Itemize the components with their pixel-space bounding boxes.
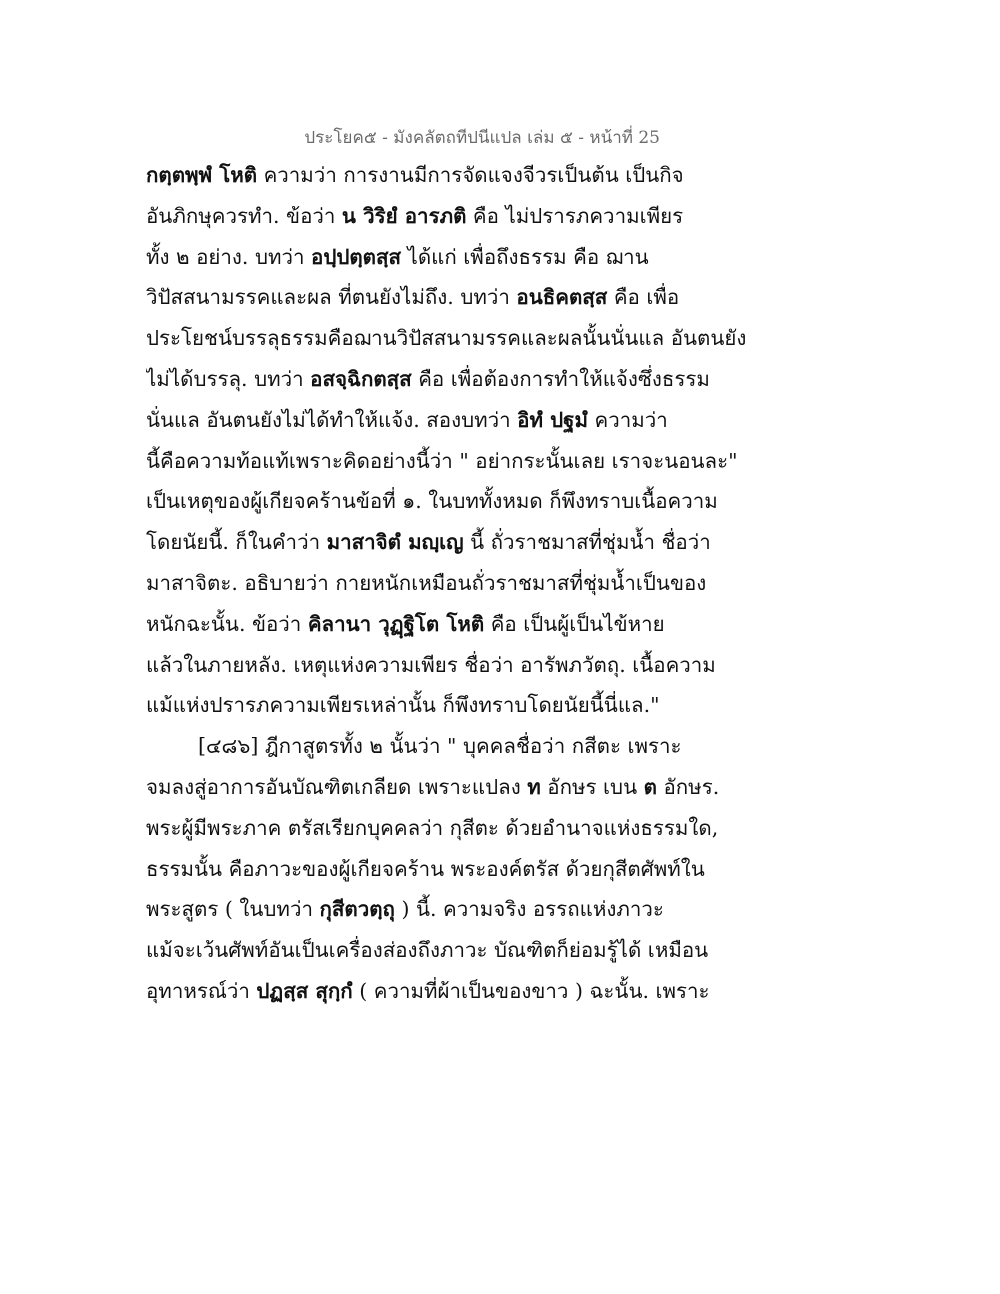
text-segment: มาสาจิตะ. อธิบายว่า กายหนักเหมือนถั่วราชมาสที่ชุ่มน้ำเป็นของ: [146, 570, 707, 595]
text-segment: คือ ไม่ปรารภความเพียร: [466, 203, 684, 228]
text-segment: ) นี้. ความจริง อรรถแห่งภาวะ: [394, 897, 664, 922]
pali-term: ท: [527, 774, 541, 799]
text-segment: วิปัสสนามรรคและผล ที่ตนยังไม่ถึง. บทว่า: [146, 285, 517, 310]
text-line: [146, 481, 866, 522]
pali-term: อสจฺฉิกตสฺส: [310, 366, 412, 391]
text-line: [146, 849, 866, 890]
text-line: [146, 400, 866, 441]
text-line: [146, 889, 866, 930]
text-segment: ธรรมนั้น คือภาวะของผู้เกียจคร้าน พระองค์ตรัส ด้วยกุสีตศัพท์ใน: [146, 856, 705, 881]
text-segment: จมลงสู่อาการอันบัณฑิตเกลียด เพราะแปลง: [146, 774, 528, 799]
text-segment: [๔๘๖] ฎีกาสูตรทั้ง ๒ นั้นว่า " บุคคลชื่อว่า กสีตะ เพราะ: [198, 734, 682, 759]
text-line: [146, 522, 866, 563]
text-segment: เป็นเหตุของผู้เกียจคร้านข้อที่ ๑. ในบททั้งหมด ก็พึงทราบเนื้อความ: [146, 489, 718, 514]
text-segment: คือ เพื่อต้องการทำให้แจ้งซึ่งธรรม: [411, 366, 710, 391]
text-segment: อักษร.: [656, 774, 720, 799]
text-line: [146, 196, 866, 237]
text-segment: แล้วในภายหลัง. เหตุแห่งความเพียร ชื่อว่า อารัพภวัตถุ. เนื้อความ: [146, 652, 716, 677]
text-segment: ( ความที่ผ้าเป็นของขาว ) ฉะนั้น. เพราะ: [352, 978, 710, 1003]
text-segment: โดยนัยนี้. ก็ในคำว่า: [146, 530, 327, 555]
text-segment: ความว่า การงานมีการจัดแจงจีวรเป็นต้น เป็นกิจ: [257, 163, 684, 187]
text-line: [146, 359, 866, 400]
text-segment: ได้แก่ เพื่อถึงธรรม คือ ฌาน: [401, 244, 649, 269]
body-text: [146, 155, 866, 1012]
pali-term: ปฏสฺส สุกฺกํ: [256, 978, 353, 1003]
text-line: [146, 277, 866, 318]
text-line: [146, 318, 866, 359]
text-segment: หนักฉะนั้น. ข้อว่า: [146, 611, 308, 636]
pali-term: น วิริยํ อารภติ: [341, 203, 467, 228]
text-segment: แม้จะเว้นศัพท์อันเป็นเครื่องส่องถึงภาวะ บัณฑิตก็ย่อมรู้ได้ เหมือน: [146, 938, 709, 963]
pali-term: มาสาจิตํ มญฺเญ: [326, 530, 464, 555]
text-line: [146, 237, 866, 278]
text-line: [146, 563, 866, 604]
text-segment: นี้ ถั่วราชมาสที่ชุ่มน้ำ ชื่อว่า: [463, 530, 711, 555]
pali-term: อปฺปตฺตสฺส: [311, 244, 402, 269]
text-line: [146, 971, 866, 1012]
text-segment: ทั้ง ๒ อย่าง. บทว่า: [146, 244, 312, 269]
text-line: [146, 930, 866, 971]
text-segment: พระผู้มีพระภาค ตรัสเรียกบุคคลว่า กุสีตะ ด้วยอำนาจแห่งธรรมใด,: [146, 815, 719, 840]
text-line: [146, 155, 866, 196]
pali-term: คิลานา วุฏฺฐิโต โหติ: [307, 611, 485, 636]
text-segment: ความว่า: [587, 407, 668, 432]
text-segment: คือ เพื่อ: [607, 285, 680, 310]
running-header: ประโยค๕ - มังคลัตถทีปนีแปล เล่ม ๕ - หน้าที่ 25: [304, 128, 660, 148]
text-segment: ไม่ได้บรรลุ. บทว่า: [146, 366, 311, 391]
text-segment: อุทาหรณ์ว่า: [146, 978, 257, 1003]
text-segment: นี้คือความท้อแท้เพราะคิดอย่างนี้ว่า " อย่ากระนั้นเลย เราจะนอนละ": [146, 448, 738, 473]
text-segment: พระสูตร ( ในบทว่า: [146, 897, 320, 922]
text-line: [146, 604, 866, 645]
text-segment: แม้แห่งปรารภความเพียรเหล่านั้น ก็พึงทราบโดยนัยนี้นี่แล.": [146, 693, 660, 718]
text-line: [146, 726, 866, 767]
text-line: [146, 685, 866, 726]
text-line: [146, 645, 866, 686]
text-segment: อันภิกษุควรทำ. ข้อว่า: [146, 203, 342, 228]
pali-term: อิทํ ปฐมํ: [517, 407, 588, 432]
text-segment: ประโยชน์บรรลุธรรมคือฌานวิปัสสนามรรคและผลนั้นนั่นแล อันตนยัง: [146, 326, 747, 351]
pali-term: ต: [643, 774, 657, 799]
text-segment: คือ เป็นผู้เป็นไข้หาย: [484, 611, 665, 636]
text-line: [146, 441, 866, 482]
text-segment: นั่นแล อันตนยังไม่ได้ทำให้แจ้ง. สองบทว่า: [146, 407, 518, 432]
text-line: [146, 767, 866, 808]
text-segment: อักษร เบน: [540, 774, 644, 799]
pali-term: กุสีตวตฺถุ: [319, 897, 395, 922]
text-line: [146, 808, 866, 849]
pali-term: อนธิคตสฺส: [516, 285, 608, 310]
pali-term: กตฺตพฺพํ โหติ: [146, 163, 258, 187]
